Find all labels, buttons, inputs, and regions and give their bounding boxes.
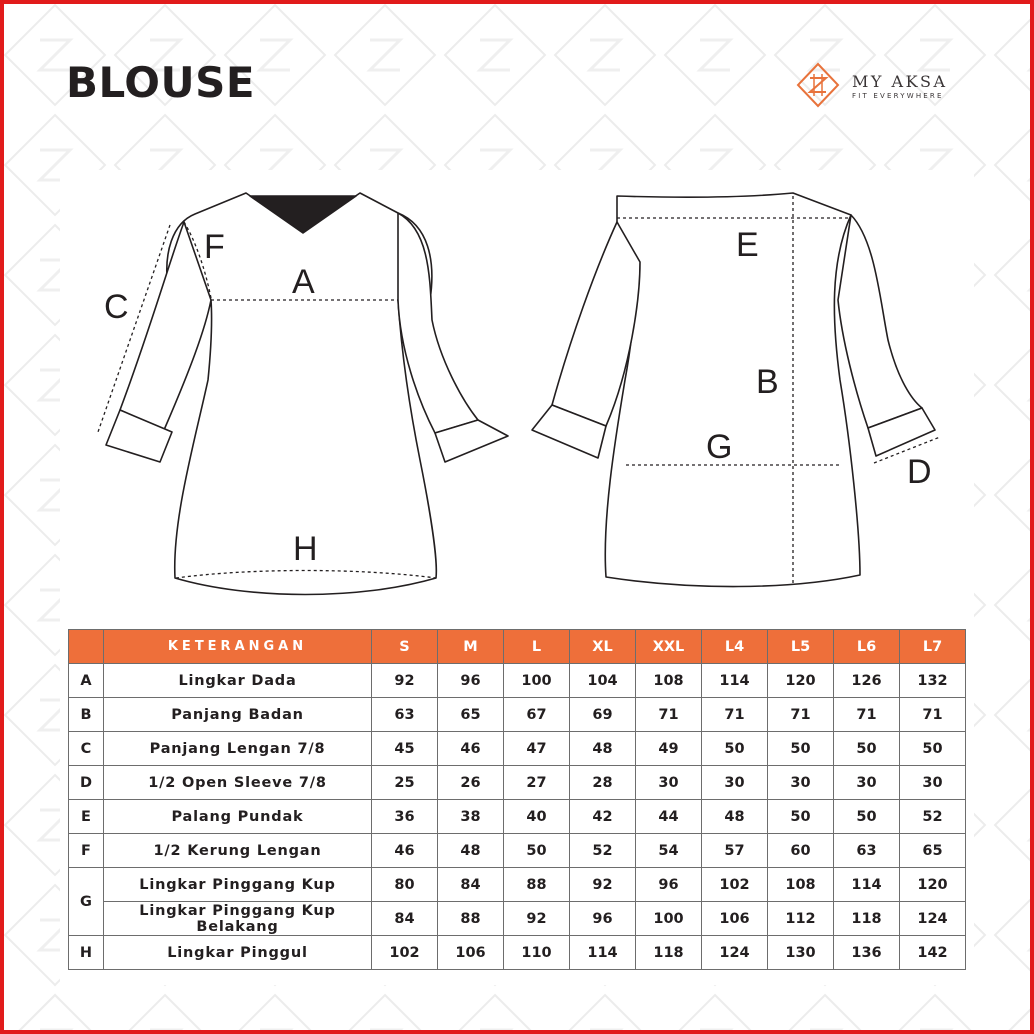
label-e: E	[736, 226, 759, 264]
table-row	[69, 936, 966, 970]
row-code: G	[69, 868, 104, 936]
row-code: D	[69, 766, 104, 800]
table-row	[69, 902, 966, 936]
measurement-cell: 96	[636, 868, 702, 902]
measurement-cell: 47	[504, 732, 570, 766]
header-size: L5	[768, 630, 834, 664]
measurement-cell: 48	[570, 732, 636, 766]
measurement-cell: 54	[636, 834, 702, 868]
label-a: A	[292, 263, 315, 301]
row-description: Panjang Lengan 7/8	[104, 732, 372, 766]
measurement-cell: 69	[570, 698, 636, 732]
measurement-cell: 118	[636, 936, 702, 970]
header-code-cell	[69, 630, 104, 664]
label-b: B	[756, 363, 779, 401]
brand-name: MY AKSA	[852, 72, 948, 91]
measurement-cell: 71	[834, 698, 900, 732]
row-code: F	[69, 834, 104, 868]
back-body	[605, 193, 860, 587]
brand-tagline: FIT EVERYWHERE	[852, 92, 944, 100]
row-code: H	[69, 936, 104, 970]
measurement-cell: 50	[768, 732, 834, 766]
measurement-cell: 30	[636, 766, 702, 800]
row-description: Lingkar Dada	[104, 664, 372, 698]
label-c: C	[104, 288, 129, 326]
header-size: L	[504, 630, 570, 664]
header-size: S	[372, 630, 438, 664]
label-h: H	[293, 530, 318, 568]
measurement-cell: 102	[372, 936, 438, 970]
measurement-cell: 63	[372, 698, 438, 732]
measurement-cell: 30	[900, 766, 966, 800]
table-header-row	[69, 630, 966, 664]
measurement-cell: 132	[900, 664, 966, 698]
page-title: BLOUSE	[66, 58, 256, 107]
header-size: M	[438, 630, 504, 664]
measurement-cell: 114	[570, 936, 636, 970]
header-size: L7	[900, 630, 966, 664]
measurement-cell: 45	[372, 732, 438, 766]
measurement-cell: 38	[438, 800, 504, 834]
measurement-cell: 27	[504, 766, 570, 800]
measurement-cell: 104	[570, 664, 636, 698]
header-size: L6	[834, 630, 900, 664]
measurement-cell: 92	[372, 664, 438, 698]
measurement-cell: 48	[438, 834, 504, 868]
header-size: L4	[702, 630, 768, 664]
measurement-cell: 40	[504, 800, 570, 834]
measurement-cell: 88	[504, 868, 570, 902]
measurement-cell: 71	[900, 698, 966, 732]
measurement-cell: 124	[900, 902, 966, 936]
measurement-cell: 124	[702, 936, 768, 970]
size-chart-table	[68, 629, 966, 970]
measurement-cell: 44	[636, 800, 702, 834]
row-description: Palang Pundak	[104, 800, 372, 834]
measurement-cell: 106	[438, 936, 504, 970]
measurement-cell: 28	[570, 766, 636, 800]
header-size: XL	[570, 630, 636, 664]
measurement-cell: 52	[900, 800, 966, 834]
table-row	[69, 800, 966, 834]
measurement-cell: 57	[702, 834, 768, 868]
measurement-cell: 26	[438, 766, 504, 800]
measurement-cell: 71	[768, 698, 834, 732]
measurement-cell: 92	[570, 868, 636, 902]
measurement-cell: 118	[834, 902, 900, 936]
measurement-cell: 102	[702, 868, 768, 902]
measurement-cell: 114	[702, 664, 768, 698]
measurement-cell: 50	[834, 732, 900, 766]
measurement-cell: 50	[702, 732, 768, 766]
measurement-cell: 142	[900, 936, 966, 970]
measurement-cell: 120	[768, 664, 834, 698]
measurement-cell: 30	[834, 766, 900, 800]
measurement-cell: 52	[570, 834, 636, 868]
measurement-cell: 96	[570, 902, 636, 936]
measurement-cell: 60	[768, 834, 834, 868]
measurement-cell: 50	[768, 800, 834, 834]
measurement-cell: 100	[636, 902, 702, 936]
measurement-cell: 67	[504, 698, 570, 732]
row-description: Lingkar Pinggang Kup	[104, 868, 372, 902]
measurement-cell: 84	[438, 868, 504, 902]
measurement-cell: 46	[438, 732, 504, 766]
measurement-cell: 108	[636, 664, 702, 698]
measurement-cell: 110	[504, 936, 570, 970]
measurement-cell: 136	[834, 936, 900, 970]
measurement-cell: 30	[768, 766, 834, 800]
measurement-cell: 65	[900, 834, 966, 868]
table-row	[69, 868, 966, 902]
measurement-cell: 114	[834, 868, 900, 902]
header-size: XXL	[636, 630, 702, 664]
header-keterangan: KETERANGAN	[104, 630, 372, 664]
measurement-cell: 65	[438, 698, 504, 732]
table-row	[69, 664, 966, 698]
table-row	[69, 834, 966, 868]
row-description: 1/2 Kerung Lengan	[104, 834, 372, 868]
measurement-cell: 106	[702, 902, 768, 936]
measurement-cell: 120	[900, 868, 966, 902]
row-description: 1/2 Open Sleeve 7/8	[104, 766, 372, 800]
brand-logo	[794, 62, 964, 108]
label-d: D	[907, 453, 932, 491]
measurement-cell: 63	[834, 834, 900, 868]
measurement-cell: 92	[504, 902, 570, 936]
row-description: Lingkar Pinggang Kup Belakang	[104, 902, 372, 936]
row-description: Panjang Badan	[104, 698, 372, 732]
table-row	[69, 766, 966, 800]
measurement-cell: 50	[834, 800, 900, 834]
measurement-cell: 46	[372, 834, 438, 868]
brand-mark-icon	[794, 62, 842, 108]
row-code: E	[69, 800, 104, 834]
measurement-cell: 36	[372, 800, 438, 834]
row-code: A	[69, 664, 104, 698]
row-code: B	[69, 698, 104, 732]
measurement-cell: 96	[438, 664, 504, 698]
table-row	[69, 698, 966, 732]
measurement-cell: 126	[834, 664, 900, 698]
measurement-cell: 30	[702, 766, 768, 800]
measurement-cell: 112	[768, 902, 834, 936]
measurement-cell: 42	[570, 800, 636, 834]
measurement-cell: 80	[372, 868, 438, 902]
measurement-cell: 48	[702, 800, 768, 834]
measurement-cell: 130	[768, 936, 834, 970]
label-f: F	[204, 228, 225, 266]
measurement-cell: 71	[702, 698, 768, 732]
measurement-cell: 88	[438, 902, 504, 936]
measurement-cell: 108	[768, 868, 834, 902]
measurement-cell: 50	[900, 732, 966, 766]
measurement-cell: 50	[504, 834, 570, 868]
measurement-cell: 25	[372, 766, 438, 800]
measurement-cell: 71	[636, 698, 702, 732]
table-row	[69, 732, 966, 766]
back-right-sleeve	[838, 215, 922, 428]
measurement-cell: 100	[504, 664, 570, 698]
row-code: C	[69, 732, 104, 766]
measurement-cell: 84	[372, 902, 438, 936]
garment-diagram	[0, 180, 1034, 610]
label-g: G	[706, 428, 733, 466]
measurement-cell: 49	[636, 732, 702, 766]
row-description: Lingkar Pinggul	[104, 936, 372, 970]
